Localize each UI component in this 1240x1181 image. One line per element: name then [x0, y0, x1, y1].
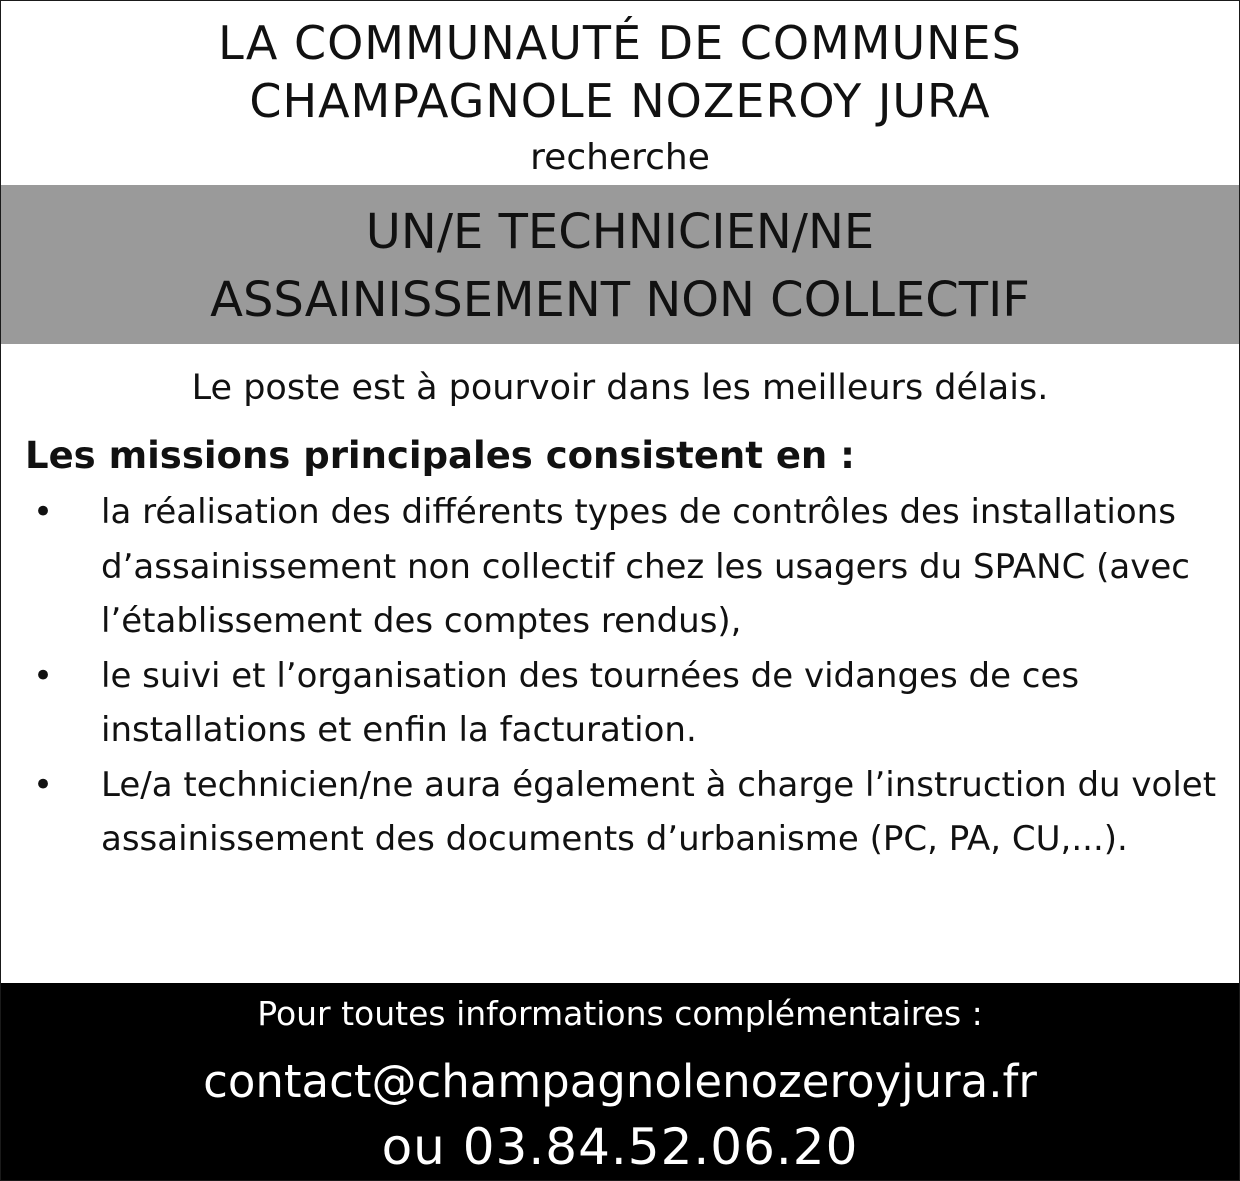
mission-text-1: la réalisation des différents types de contrôles des installations d’assainissement non collectif chez les usagers du SPANC (avec l’établissement des comptes rendus),: [101, 492, 1190, 641]
bullet-icon: •: [33, 655, 54, 696]
job-title-line-2: ASSAINISSEMENT NON COLLECTIF: [210, 272, 1030, 328]
advert-header: [1, 1, 1239, 185]
organization-name-line-1: LA COMMUNAUTÉ DE COMMUNES: [218, 16, 1022, 70]
mission-text-2: le suivi et l’organisation des tournées de vidanges de ces installations et enfin la facturation.: [101, 655, 1080, 750]
mission-item-1: [1, 485, 1239, 649]
searching-label: recherche: [530, 137, 710, 178]
organization-name-line-2: CHAMPAGNOLE NOZEROY JURA: [249, 74, 991, 128]
mission-text-3: Le/a technicien/ne aura également à charge l’instruction du volet assainissement des documents d’urbanisme (PC, PA, CU,...).: [101, 764, 1217, 859]
availability-notice: Le poste est à pourvoir dans les meilleurs délais.: [191, 368, 1049, 408]
job-title-line-1: UN/E TECHNICIEN/NE: [365, 204, 875, 260]
mission-list: [1, 485, 1239, 867]
bullet-icon: •: [33, 764, 54, 805]
job-title-band: [1, 185, 1239, 344]
contact-footer: [1, 983, 1239, 1180]
contact-phone[interactable]: ou 03.84.52.06.20: [381, 1118, 859, 1176]
missions-heading: Les missions principales consistent en :: [25, 434, 855, 477]
mission-item-3: [1, 758, 1239, 867]
mission-item-2: [1, 649, 1239, 758]
contact-email[interactable]: contact@champagnolenozeroyjura.fr: [203, 1055, 1037, 1108]
bullet-icon: •: [33, 492, 54, 532]
contact-intro: Pour toutes informations complémentaires :: [257, 994, 983, 1033]
